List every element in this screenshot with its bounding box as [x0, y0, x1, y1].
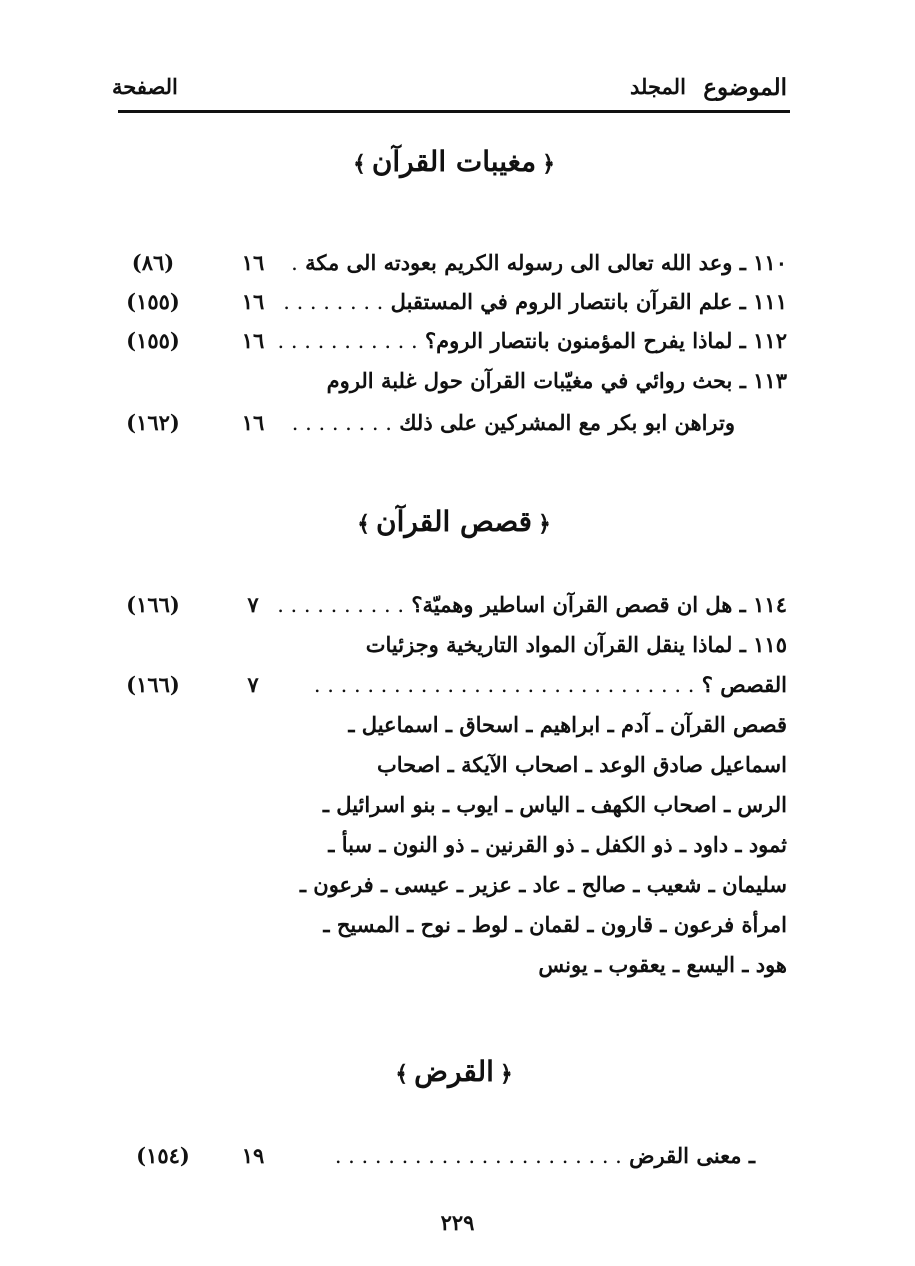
section-title — [118, 505, 790, 538]
toc-entry — [0, 712, 915, 752]
entry-dots: . . . . . . . . — [291, 411, 392, 435]
header-rule — [118, 110, 790, 113]
entry-text: ١١٥ ـ لماذا ينقل القرآن المواد التاريخية وجزئيات — [365, 632, 787, 657]
entry-dots: . . . . . . . . . . — [277, 593, 405, 617]
entry-page: (١٥٥) — [126, 289, 180, 314]
entry-page: (١٥٥) — [126, 328, 180, 353]
entry-text: سليمان ـ شعيب ـ صالح ـ عاد ـ عزير ـ عيسى ـ فرعون ـ — [299, 872, 787, 897]
entry-volume: ١٦ — [241, 250, 265, 275]
entry-page: (١٥٤) — [136, 1143, 190, 1168]
toc-entry — [0, 632, 915, 672]
section-title-text: قصص القرآن — [376, 505, 532, 538]
header-page: الصفحة — [112, 74, 178, 99]
entry-text: امرأة فرعون ـ قارون ـ لقمان ـ لوط ـ نوح ـ المسيح ـ — [323, 912, 787, 937]
toc-entry — [0, 592, 915, 632]
entry-text: اسماعيل صادق الوعد ـ اصحاب الآيكة ـ اصحاب — [376, 752, 787, 777]
toc-entry — [0, 752, 915, 792]
entry-text: ١١١ ـ علم القرآن بانتصار الروم في المستقبل — [390, 289, 787, 314]
ornament-left-icon: ﴾ — [357, 511, 370, 537]
entry-volume: ٧ — [247, 672, 259, 697]
toc-entry — [0, 672, 915, 712]
toc-entry — [0, 368, 915, 408]
entry-dots: . . . . . . . . — [283, 290, 384, 314]
ornament-right-icon: ﴿ — [499, 1061, 513, 1087]
toc-entry — [0, 250, 915, 290]
ornament-left-icon: ﴾ — [352, 151, 366, 177]
entry-text: هود ـ اليسع ـ يعقوب ـ يونس — [538, 952, 787, 977]
entry-page: (١٦٦) — [126, 672, 180, 697]
section-title — [118, 1055, 790, 1088]
ornament-right-icon: ﴿ — [537, 511, 551, 537]
entry-page: (١٦٢) — [126, 410, 180, 435]
entry-dots: . . . . . . . . . . . — [277, 329, 418, 353]
entry-text: ١١٢ ـ لماذا يفرح المؤمنون بانتصار الروم؟ — [425, 328, 787, 353]
toc-entry — [0, 792, 915, 832]
entry-page: (٨٦) — [131, 250, 175, 275]
header-topic: الموضوع — [703, 74, 787, 101]
toc-entry — [0, 328, 915, 368]
entry-dots: . — [291, 251, 298, 275]
entry-volume: ١٦ — [241, 289, 265, 314]
header-volume: المجلد — [630, 74, 686, 99]
toc-entry — [0, 410, 915, 450]
entry-volume: ٧ — [247, 592, 259, 617]
section-title — [118, 145, 790, 178]
entry-page: (١٦٦) — [126, 592, 180, 617]
entry-text: الرس ـ اصحاب الكهف ـ الياس ـ ايوب ـ بنو اسرائيل ـ — [322, 792, 787, 817]
section-title-text: مغيبات القرآن — [371, 145, 537, 178]
toc-entry — [0, 289, 915, 329]
entry-dots: . . . . . . . . . . . . . . . . . . . . . . . . . . . . . — [313, 673, 695, 697]
entry-text: ـ معنى القرض — [629, 1143, 755, 1168]
entry-volume: ١٩ — [241, 1143, 265, 1168]
toc-entry — [0, 912, 915, 952]
section-title-text: القرض — [414, 1055, 494, 1088]
entry-text: ١١٠ ـ وعد الله تعالى الى رسوله الكريم بعودته الى مكة — [305, 250, 787, 275]
entry-text: القصص ؟ — [701, 672, 787, 697]
toc-entry — [0, 872, 915, 912]
entry-text: وتراهن ابو بكر مع المشركين على ذلك — [399, 410, 735, 435]
ornament-left-icon: ﴾ — [395, 1061, 409, 1087]
toc-entry — [0, 832, 915, 872]
toc-entry — [0, 1143, 915, 1183]
entry-text: ١١٤ ـ هل ان قصص القرآن اساطير وهميّة؟ — [411, 592, 787, 617]
entry-text: قصص القرآن ـ آدم ـ ابراهيم ـ اسحاق ـ اسماعيل ـ — [348, 712, 787, 737]
page-number: ٢٢٩ — [440, 1210, 475, 1235]
entry-volume: ١٦ — [241, 328, 265, 353]
entry-volume: ١٦ — [241, 410, 265, 435]
entry-text: ثمود ـ داود ـ ذو الكفل ـ ذو القرنين ـ ذو النون ـ سبأ ـ — [328, 832, 787, 857]
toc-entry — [0, 952, 915, 992]
entry-dots: . . . . . . . . . . . . . . . . . . . . . . — [334, 1144, 622, 1168]
ornament-right-icon: ﴿ — [542, 151, 556, 177]
entry-text: ١١٣ ـ بحث روائي في مغيّبات القرآن حول غلبة الروم — [326, 368, 787, 393]
